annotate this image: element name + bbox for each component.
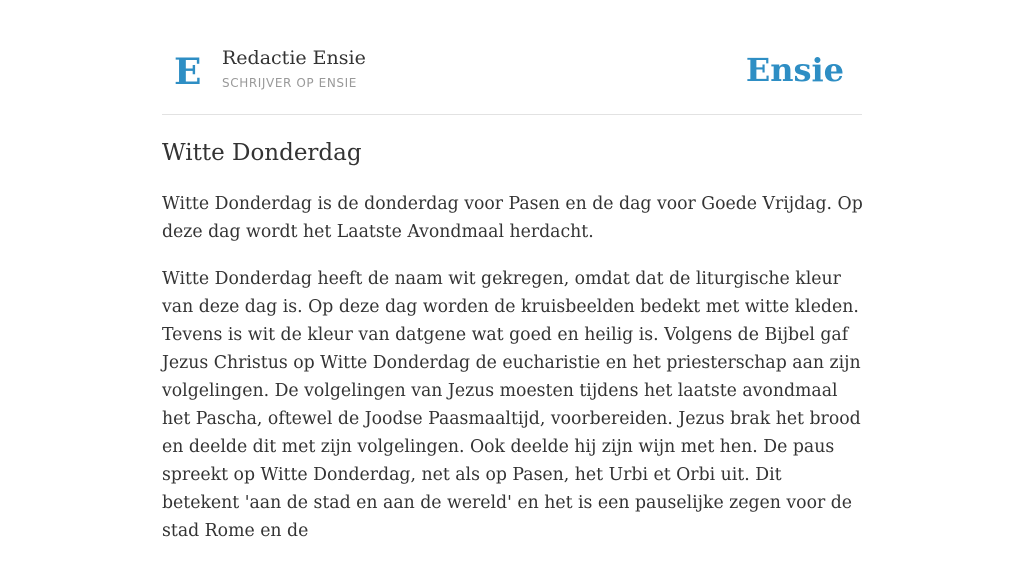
author-avatar-logo[interactable]: E xyxy=(174,51,202,93)
article-paragraph: Witte Donderdag is de donderdag voor Pasen en de dag voor Goede Vrijdag. Op deze dag wordt het Laatste Avondmaal herdacht. xyxy=(162,194,863,242)
article-body xyxy=(162,190,864,564)
article-paragraph: Witte Donderdag heeft de naam wit gekregen, omdat dat de liturgische kleur van deze dag is. Op deze dag worden de kruisbeelden bedekt met witte kleden. Tevens is wit de kleur van datgene wat goed en heilig is. Volgens de Bijbel gaf Jezus Christus op Witte Donderdag de eucharistie en het priesterschap aan zijn volgelingen. De volgelingen van Jezus moesten tijdens het laatste avondmaal het Pascha, oftewel de Joodse Paasmaaltijd, voorbereiden. Jezus brak het brood en deelde dit met zijn volgelingen. Ook deelde hij zijn wijn met hen. De paus spreekt op Witte Donderdag, net als op Pasen, het Urbi et Orbi uit. Dit betekent 'aan de stad en aan de wereld' en het is een pauselijke zegen voor de stad Rome en de xyxy=(162,269,861,541)
header xyxy=(162,40,862,115)
brand-logo[interactable]: Ensie xyxy=(745,51,844,89)
article-title: Witte Donderdag xyxy=(162,140,362,166)
author-role: SCHRIJVER OP ENSIE xyxy=(222,76,357,90)
author-name[interactable]: Redactie Ensie xyxy=(222,47,366,69)
